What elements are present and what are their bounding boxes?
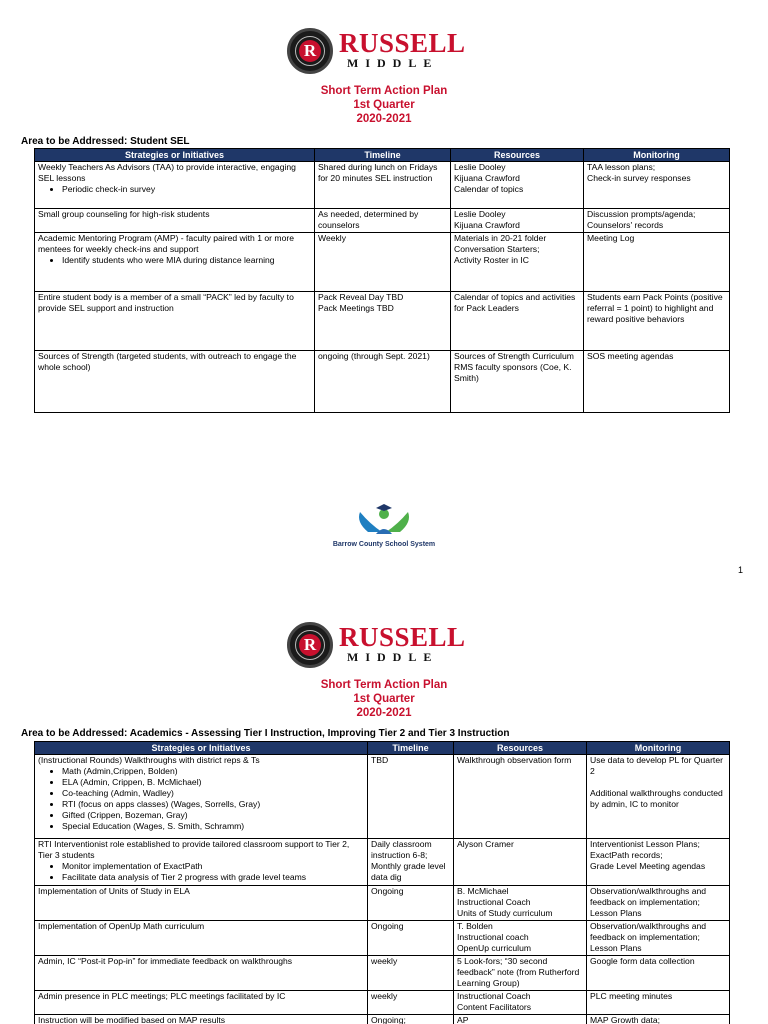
table-row xyxy=(35,886,730,921)
cell-monitoring xyxy=(584,292,730,351)
cell-text: ongoing (through Sept. 2021) xyxy=(318,351,430,361)
cell-timeline xyxy=(368,755,454,839)
cell-strategy xyxy=(35,292,315,351)
cell-monitoring xyxy=(584,162,730,209)
col-header-monitoring: Monitoring xyxy=(584,149,730,162)
cell-strategy xyxy=(35,162,315,209)
cell-strategy xyxy=(35,233,315,292)
plan-title: Short Term Action Plan 1st Quarter 2020-2021 xyxy=(320,679,448,719)
cell-text: Weekly xyxy=(318,233,347,243)
cell-text: Kijuana Crawford xyxy=(454,173,520,183)
cell-text: Instructional Coach xyxy=(457,897,531,907)
cell-monitoring xyxy=(587,956,730,991)
table-row xyxy=(35,991,730,1015)
table-header-row xyxy=(35,149,730,162)
cell-resources xyxy=(454,755,587,839)
document-page-2 xyxy=(0,594,768,1024)
cell-text: Observation/walkthroughs and feedback on implementation; xyxy=(590,886,707,907)
cell-text: TAA lesson plans; xyxy=(587,162,656,172)
cell-timeline xyxy=(315,292,451,351)
cell-text: Ongoing xyxy=(371,921,404,931)
table-row xyxy=(35,209,730,233)
cell-text: Alyson Cramer xyxy=(457,839,514,849)
cell-text: Monthly grade level data dig xyxy=(371,861,446,882)
cell-monitoring xyxy=(587,1015,730,1024)
col-header-strategies: Strategies or Initiatives xyxy=(35,742,368,755)
cell-text: Use data to develop PL for Quarter 2 xyxy=(590,755,723,776)
list-item: • Special Education (Wages, S. Smith, Schramm) xyxy=(62,821,364,832)
cell-text: Sources of Strength (targeted students, with outreach to engage the whole school) xyxy=(38,351,297,372)
cell-resources xyxy=(454,991,587,1015)
table-header-row xyxy=(35,742,730,755)
cell-text: Implementation of Units of Study in ELA xyxy=(38,886,190,896)
cell-timeline xyxy=(368,1015,454,1024)
cell-text: B. McMichael xyxy=(457,886,509,896)
cell-text: AP xyxy=(457,1015,469,1024)
cell-text: Instruction will be modified based on MAP results xyxy=(38,1015,226,1024)
cell-text: Admin, IC “Post-it Pop-in” for immediate feedback on walkthroughs xyxy=(38,956,293,966)
cell-resources xyxy=(454,1015,587,1024)
bullet-list xyxy=(38,184,311,195)
bullet-list xyxy=(38,861,364,883)
cell-strategy xyxy=(35,956,368,991)
cell-resources xyxy=(454,839,587,886)
cell-text: Calendar of topics and activities for Pack Leaders xyxy=(454,292,576,313)
cell-text: PLC meeting minutes xyxy=(590,991,673,1001)
logo-subtitle: MIDDLE xyxy=(347,56,439,70)
cell-text: Entire student body is a member of a small “PACK” led by faculty to provide SEL support and instruction xyxy=(38,292,294,313)
list-item: • RTI (focus on apps classes) (Wages, Sorrells, Gray) xyxy=(62,799,364,810)
cell-text: Additional walkthroughs conducted by admin, IC to monitor xyxy=(590,788,723,809)
col-header-timeline: Timeline xyxy=(368,742,454,755)
cell-text: Units of Study curriculum xyxy=(457,908,553,918)
cell-monitoring xyxy=(587,921,730,956)
cell-strategy xyxy=(35,886,368,921)
page-number: 1 xyxy=(738,565,744,575)
cell-resources xyxy=(454,921,587,956)
cell-text: OpenUp curriculum xyxy=(457,943,532,953)
cell-text: Meeting Log xyxy=(587,233,635,243)
cell-timeline xyxy=(315,162,451,209)
cell-timeline xyxy=(368,991,454,1015)
plan-title: Short Term Action Plan 1st Quarter 2020-2021 xyxy=(320,85,448,125)
col-header-monitoring: Monitoring xyxy=(587,742,730,755)
cell-text: ExactPath records; xyxy=(590,850,663,860)
cell-text: T. Bolden xyxy=(457,921,493,931)
russell-middle-logo xyxy=(287,622,487,668)
barrow-county-logo xyxy=(330,502,438,552)
cell-text: Materials in 20-21 folder xyxy=(454,233,547,243)
school-seal-icon: R xyxy=(287,622,333,668)
cell-text: Ongoing xyxy=(371,886,404,896)
cell-text: SOS meeting agendas xyxy=(587,351,674,361)
cell-monitoring xyxy=(587,991,730,1015)
cell-text: Grade Level Meeting agendas xyxy=(590,861,706,871)
cell-text: Leslie Dooley xyxy=(454,162,506,172)
cell-text: Observation/walkthroughs and feedback on implementation; xyxy=(590,921,707,942)
cell-text: Counselors' records xyxy=(587,220,664,230)
col-header-resources: Resources xyxy=(454,742,587,755)
bullet-list xyxy=(38,255,311,266)
cell-text: Sources of Strength Curriculum xyxy=(454,351,574,361)
cell-text xyxy=(590,777,726,788)
cell-text: (Instructional Rounds) Walkthroughs with district reps & Ts xyxy=(38,755,260,765)
cell-monitoring xyxy=(587,839,730,886)
cell-monitoring xyxy=(587,886,730,921)
area-heading: Area to be Addressed: Student SEL xyxy=(21,136,190,147)
cell-timeline xyxy=(315,209,451,233)
russell-middle-logo xyxy=(287,28,487,74)
school-seal-icon: R xyxy=(287,28,333,74)
cell-timeline xyxy=(368,839,454,886)
cell-text: Content Facilitators xyxy=(457,1002,532,1012)
cell-monitoring xyxy=(587,755,730,839)
cell-text: Students earn Pack Points (positive referral = 1 point) to highlight and reward positive behaviors xyxy=(587,292,723,324)
cell-resources xyxy=(451,292,584,351)
cell-monitoring xyxy=(584,351,730,413)
list-item: • Facilitate data analysis of Tier 2 progress with grade level teams xyxy=(62,872,364,883)
bullet-list xyxy=(38,766,364,832)
table-row xyxy=(35,1015,730,1024)
cell-text: Weekly Teachers As Advisors (TAA) to provide interactive, engaging SEL lessons xyxy=(38,162,296,183)
cell-text: Pack Meetings TBD xyxy=(318,303,394,313)
cell-resources xyxy=(454,956,587,991)
cell-text: Shared during lunch on Fridays for 20 minutes SEL instruction xyxy=(318,162,438,183)
action-plan-table xyxy=(34,148,730,413)
list-item: • Math (Admin,Crippen, Bolden) xyxy=(62,766,364,777)
district-name: Barrow County School System xyxy=(332,541,436,548)
table-row xyxy=(35,755,730,839)
cell-text: Admin presence in PLC meetings; PLC meetings facilitated by IC xyxy=(38,991,286,1001)
cell-text: Discussion prompts/agenda; xyxy=(587,209,696,219)
list-item: • Gifted (Crippen, Bozeman, Gray) xyxy=(62,810,364,821)
district-logo-icon xyxy=(330,502,438,540)
cell-text: 5 Look-fors; “30 second feedback” note (from Rutherford Learning Group) xyxy=(457,956,580,988)
col-header-resources: Resources xyxy=(451,149,584,162)
action-plan-table xyxy=(34,741,730,1024)
list-item: • Monitor implementation of ExactPath xyxy=(62,861,364,872)
logo-subtitle: MIDDLE xyxy=(347,650,439,664)
table-row xyxy=(35,921,730,956)
cell-text: Lesson Plans xyxy=(590,943,642,953)
cell-strategy xyxy=(35,991,368,1015)
cell-timeline xyxy=(315,233,451,292)
cell-text: Daily classroom instruction 6-8; xyxy=(371,839,432,860)
col-header-timeline: Timeline xyxy=(315,149,451,162)
cell-text: RTI Interventionist role established to provide tailored classroom support to Tier 2, Tier 3 students xyxy=(38,839,350,860)
cell-text: Kijuana Crawford xyxy=(454,220,520,230)
cell-resources xyxy=(454,886,587,921)
cell-strategy xyxy=(35,1015,368,1024)
cell-strategy xyxy=(35,209,315,233)
col-header-strategies: Strategies or Initiatives xyxy=(35,149,315,162)
table-row xyxy=(35,292,730,351)
cell-text: Implementation of OpenUp Math curriculum xyxy=(38,921,205,931)
list-item: • Periodic check-in survey xyxy=(62,184,311,195)
cell-resources xyxy=(451,162,584,209)
cell-text: Instructional coach xyxy=(457,932,529,942)
cell-timeline xyxy=(368,921,454,956)
cell-strategy xyxy=(35,351,315,413)
logo-wordmark: RUSSELL xyxy=(339,622,466,652)
area-heading: Area to be Addressed: Academics - Assessing Tier I Instruction, Improving Tier 2 and Tier 3 Instruction xyxy=(21,728,510,739)
cell-text: weekly xyxy=(371,956,398,966)
cell-strategy xyxy=(35,755,368,839)
cell-text: Google form data collection xyxy=(590,956,695,966)
cell-timeline xyxy=(368,886,454,921)
table-row xyxy=(35,351,730,413)
cell-text: Lesson Plans xyxy=(590,908,642,918)
cell-text: Academic Mentoring Program (AMP) - faculty paired with 1 or more mentees for weekly check-ins and support xyxy=(38,233,294,254)
cell-text: Interventionist Lesson Plans; xyxy=(590,839,700,849)
logo-wordmark: RUSSELL xyxy=(339,28,466,58)
table-row xyxy=(35,162,730,209)
cell-resources xyxy=(451,209,584,233)
cell-text: Calendar of topics xyxy=(454,184,524,194)
cell-text: As needed, determined by counselors xyxy=(318,209,419,230)
cell-text: Instructional Coach xyxy=(457,991,531,1001)
cell-text: Ongoing; xyxy=(371,1015,406,1024)
table-row xyxy=(35,956,730,991)
cell-timeline xyxy=(368,956,454,991)
cell-text: Leslie Dooley xyxy=(454,209,506,219)
table-row xyxy=(35,839,730,886)
cell-text: Conversation Starters; xyxy=(454,244,540,254)
cell-text: Small group counseling for high-risk students xyxy=(38,209,210,219)
cell-text: Check-in survey responses xyxy=(587,173,691,183)
cell-timeline xyxy=(315,351,451,413)
cell-text: TBD xyxy=(371,755,389,765)
list-item: • Identify students who were MIA during distance learning xyxy=(62,255,311,266)
cell-text: Walkthrough observation form xyxy=(457,755,572,765)
cell-text: Pack Reveal Day TBD xyxy=(318,292,404,302)
cell-text: Activity Roster in IC xyxy=(454,255,529,265)
list-item: • ELA (Admin, Crippen, B. McMichael) xyxy=(62,777,364,788)
cell-text: weekly xyxy=(371,991,398,1001)
cell-strategy xyxy=(35,921,368,956)
cell-strategy xyxy=(35,839,368,886)
cell-resources xyxy=(451,351,584,413)
cell-text: RMS faculty sponsors (Coe, K. Smith) xyxy=(454,362,572,383)
cell-monitoring xyxy=(584,233,730,292)
list-item: • Co-teaching (Admin, Wadley) xyxy=(62,788,364,799)
table-row xyxy=(35,233,730,292)
cell-text: MAP Growth data; xyxy=(590,1015,661,1024)
cell-resources xyxy=(451,233,584,292)
cell-monitoring xyxy=(584,209,730,233)
